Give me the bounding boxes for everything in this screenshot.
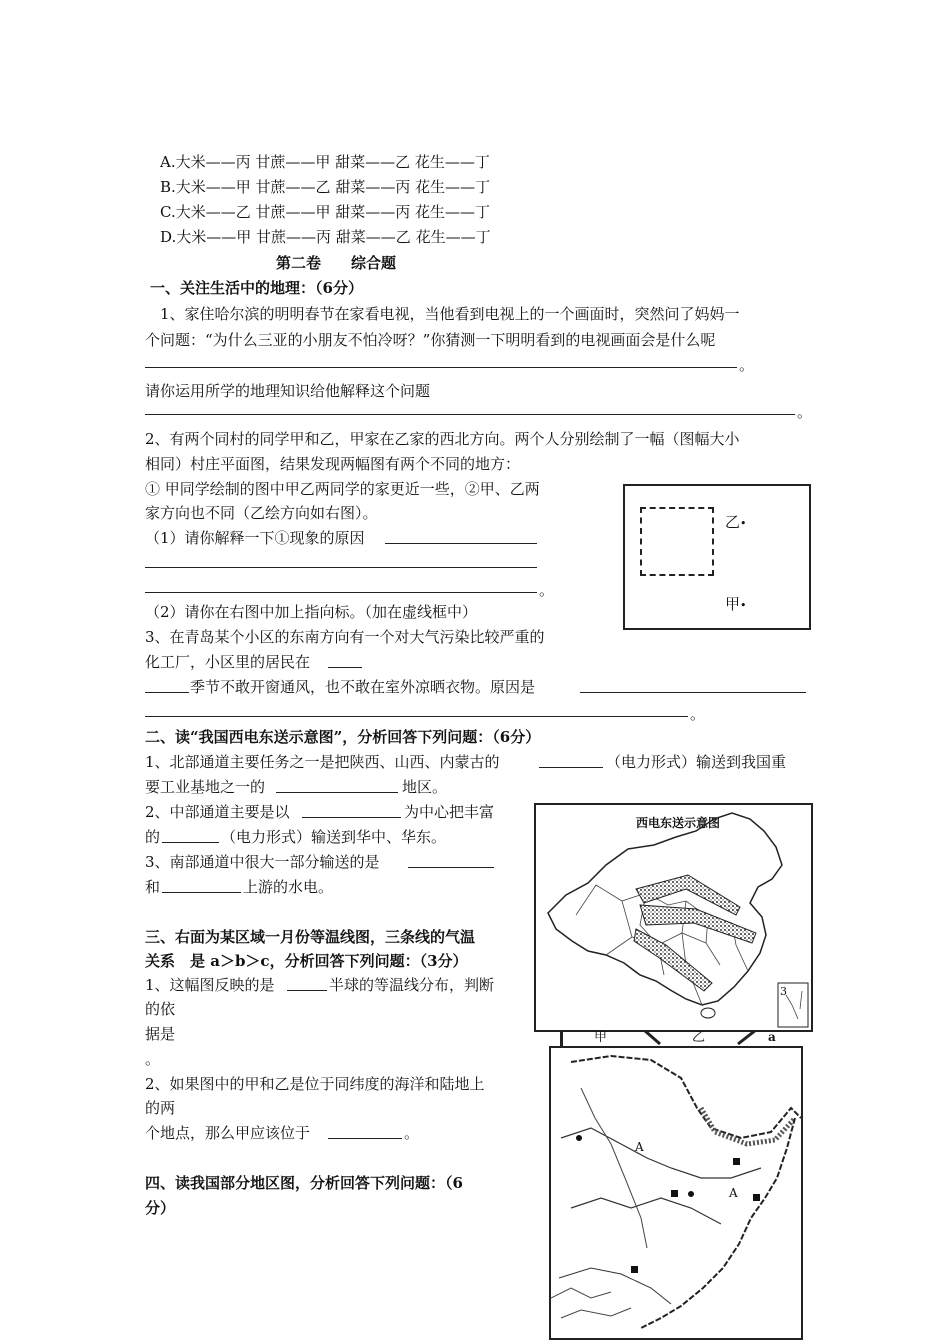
s1-q2-sub1: （1）请你解释一下①现象的原因: [145, 529, 365, 547]
river-2: [571, 1198, 721, 1224]
s3-q1-b: 半球的等温线分布，判断: [329, 976, 495, 994]
coast-lines: [551, 1288, 631, 1318]
s3-q2-a: 2、如果图中的甲和乙是位于同纬度的海洋和陆地上: [145, 1075, 485, 1093]
answer-line-reason-a[interactable]: [580, 692, 806, 693]
section1-heading: 一、关注生活中的地理：（6分）: [150, 279, 363, 297]
s1-q2-line4: 家方向也不同（乙绘方向如右图）。: [145, 504, 378, 522]
choice-a: A.大米——丙 甘蔗——甲 甜菜——乙 花生——丁: [160, 153, 490, 171]
label-yi: 乙•: [725, 513, 747, 531]
answer-line-s2q2a[interactable]: [302, 817, 401, 818]
isotherm-figure-strip: [560, 1030, 800, 1046]
s3-q2-b: 的两: [145, 1099, 176, 1117]
s3-q2-d: 。: [404, 1124, 420, 1142]
answer-line-q2-1c[interactable]: [145, 592, 537, 593]
choice-b: B.大米——甲 甘蔗——乙 甜菜——丙 花生——丁: [160, 178, 491, 196]
map-label-a2: A: [729, 1186, 738, 1200]
end-mark: 。: [739, 356, 755, 374]
answer-line-season-a[interactable]: [328, 667, 362, 668]
china-outline-map: [536, 805, 811, 1030]
west-east-power-map: [534, 803, 813, 1032]
section4-heading-line2: 分）: [145, 1199, 176, 1217]
answer-line-s2q1b[interactable]: [276, 792, 398, 793]
answer-line-s3q2[interactable]: [328, 1138, 402, 1139]
s3-q1-a: 1、这幅图反映的是: [145, 976, 275, 994]
s1-q1-line3: 请你运用所学的地理知识给他解释这个问题: [145, 382, 431, 400]
answer-line-s2q3b[interactable]: [162, 892, 241, 893]
section3-heading-line1: 三、右面为某区域一月份等温线图，三条线的气温: [145, 928, 476, 946]
city-marker-1: [733, 1158, 740, 1165]
section3-heading-line2: 关系 是 a＞b＞c，分析回答下列问题：（3分）: [145, 952, 468, 970]
label-jia: 甲•: [725, 595, 747, 613]
inset-label: 3: [780, 985, 787, 998]
city-marker-4: [631, 1266, 638, 1273]
choice-d: D.大米——甲 甘蔗——丙 甜菜——乙 花生——丁: [160, 228, 491, 246]
s2-q1-b: （电力形式）输送到我国重: [606, 753, 787, 771]
northeast-region-map: [549, 1046, 803, 1340]
answer-line-q2-1a[interactable]: [385, 543, 537, 544]
s1-q2-line1: 2、有两个同村的同学甲和乙，甲家在乙家的西北方向。两个人分别绘制了一幅（图幅大小: [145, 430, 740, 448]
s3-q2-c: 个地点，那么甲应该位于: [145, 1124, 311, 1142]
s1-q3-line3: 季节不敢开窗通风，也不敢在室外凉晒衣物。原因是: [190, 678, 536, 696]
answer-line-reason-b[interactable]: [145, 716, 688, 717]
end-mark: 。: [690, 705, 706, 723]
s2-q2-a: 2、中部通道主要是以: [145, 803, 290, 821]
answer-line-s2q1a[interactable]: [539, 767, 603, 768]
end-mark: 。: [797, 403, 813, 421]
national-border-north: [571, 1056, 801, 1138]
choice-c: C.大米——乙 甘蔗——甲 甜菜——丙 花生——丁: [160, 203, 491, 221]
s3-q1-d: 据是: [145, 1025, 176, 1043]
city-marker-3: [753, 1194, 760, 1201]
part2-title: 第二卷 综合题: [276, 254, 397, 272]
s2-q3-a: 3、南部通道中很大一部分输送的是: [145, 853, 380, 871]
s2-q2-d: （电力形式）输送到华中、华东。: [221, 828, 447, 846]
s1-q3-line2: 化工厂，小区里的居民在: [145, 653, 311, 671]
s2-q3-b: 和: [145, 878, 161, 896]
s3-q1-c: 的依: [145, 1000, 176, 1018]
s2-q2-c: 的: [145, 828, 161, 846]
city-dot-2: [688, 1191, 694, 1197]
strip-label-yi: 乙: [692, 1030, 706, 1045]
s1-q1-line2: 个问题：“为什么三亚的小朋友不怕冷呀？”你猜测一下明明看到的电视画面会是什么呢: [145, 331, 716, 349]
answer-line-q1b[interactable]: [145, 414, 795, 415]
mountain-ridge: [581, 1088, 647, 1248]
section4-heading-line1: 四、读我国部分地区图，分析回答下列问题：（6: [145, 1174, 463, 1192]
compass-dashed-box[interactable]: [640, 507, 714, 576]
s2-q1-c: 要工业基地之一的: [145, 778, 266, 796]
inset-islands: [786, 991, 802, 1019]
answer-line-s3q1[interactable]: [287, 990, 327, 991]
s2-q3-c: 上游的水电。: [243, 878, 334, 896]
village-figure: [623, 484, 811, 630]
answer-line-season-b[interactable]: [145, 692, 189, 693]
s1-q2-sub2: （2）请你在右图中加上指向标。（加在虚线框中）: [145, 603, 478, 621]
hainan-island: [701, 1008, 715, 1018]
river-3: [559, 1268, 671, 1304]
s1-q3-line1: 3、在青岛某个小区的东南方向有一个对大气污染比较严重的: [145, 628, 545, 646]
city-marker-2: [671, 1190, 678, 1197]
answer-line-s2q3a[interactable]: [408, 867, 494, 868]
section2-heading: 二、读“我国西电东送示意图”，分析回答下列问题：（6分）: [145, 728, 541, 746]
answer-line-s2q2b[interactable]: [162, 842, 219, 843]
s1-q2-line3: ① 甲同学绘制的图中甲乙两同学的家更近一些，②甲、乙两: [145, 480, 540, 498]
answer-line-q1a[interactable]: [145, 367, 737, 368]
end-mark: 。: [539, 581, 555, 599]
south-corridor: [634, 929, 712, 991]
s2-q2-b: 为中心把丰富: [404, 803, 495, 821]
isotherm-lines: [560, 1030, 800, 1046]
s1-q2-line2: 相同）村庄平面图，结果发现两幅图有两个不同的地方：: [145, 455, 521, 473]
strip-label-jia: 甲: [594, 1030, 608, 1045]
answer-line-q2-1b[interactable]: [145, 567, 537, 568]
s2-q1-d: 地区。: [402, 778, 448, 796]
s3-q1-e: 。: [145, 1050, 161, 1068]
border-hatch: [701, 1108, 795, 1144]
s2-q1-a: 1、北部通道主要任务之一是把陕西、山西、内蒙古的: [145, 753, 500, 771]
strip-label-a: a: [768, 1030, 776, 1044]
city-dot-1: [576, 1135, 582, 1141]
s1-q1-line1: 1、家住哈尔滨的明明春节在家看电视，当他看到电视上的一个画面时，突然问了妈妈一: [160, 305, 740, 323]
region-map-drawing: [551, 1048, 801, 1338]
map-label-a1: A: [635, 1140, 644, 1154]
map-title: 西电东送示意图: [636, 816, 721, 830]
